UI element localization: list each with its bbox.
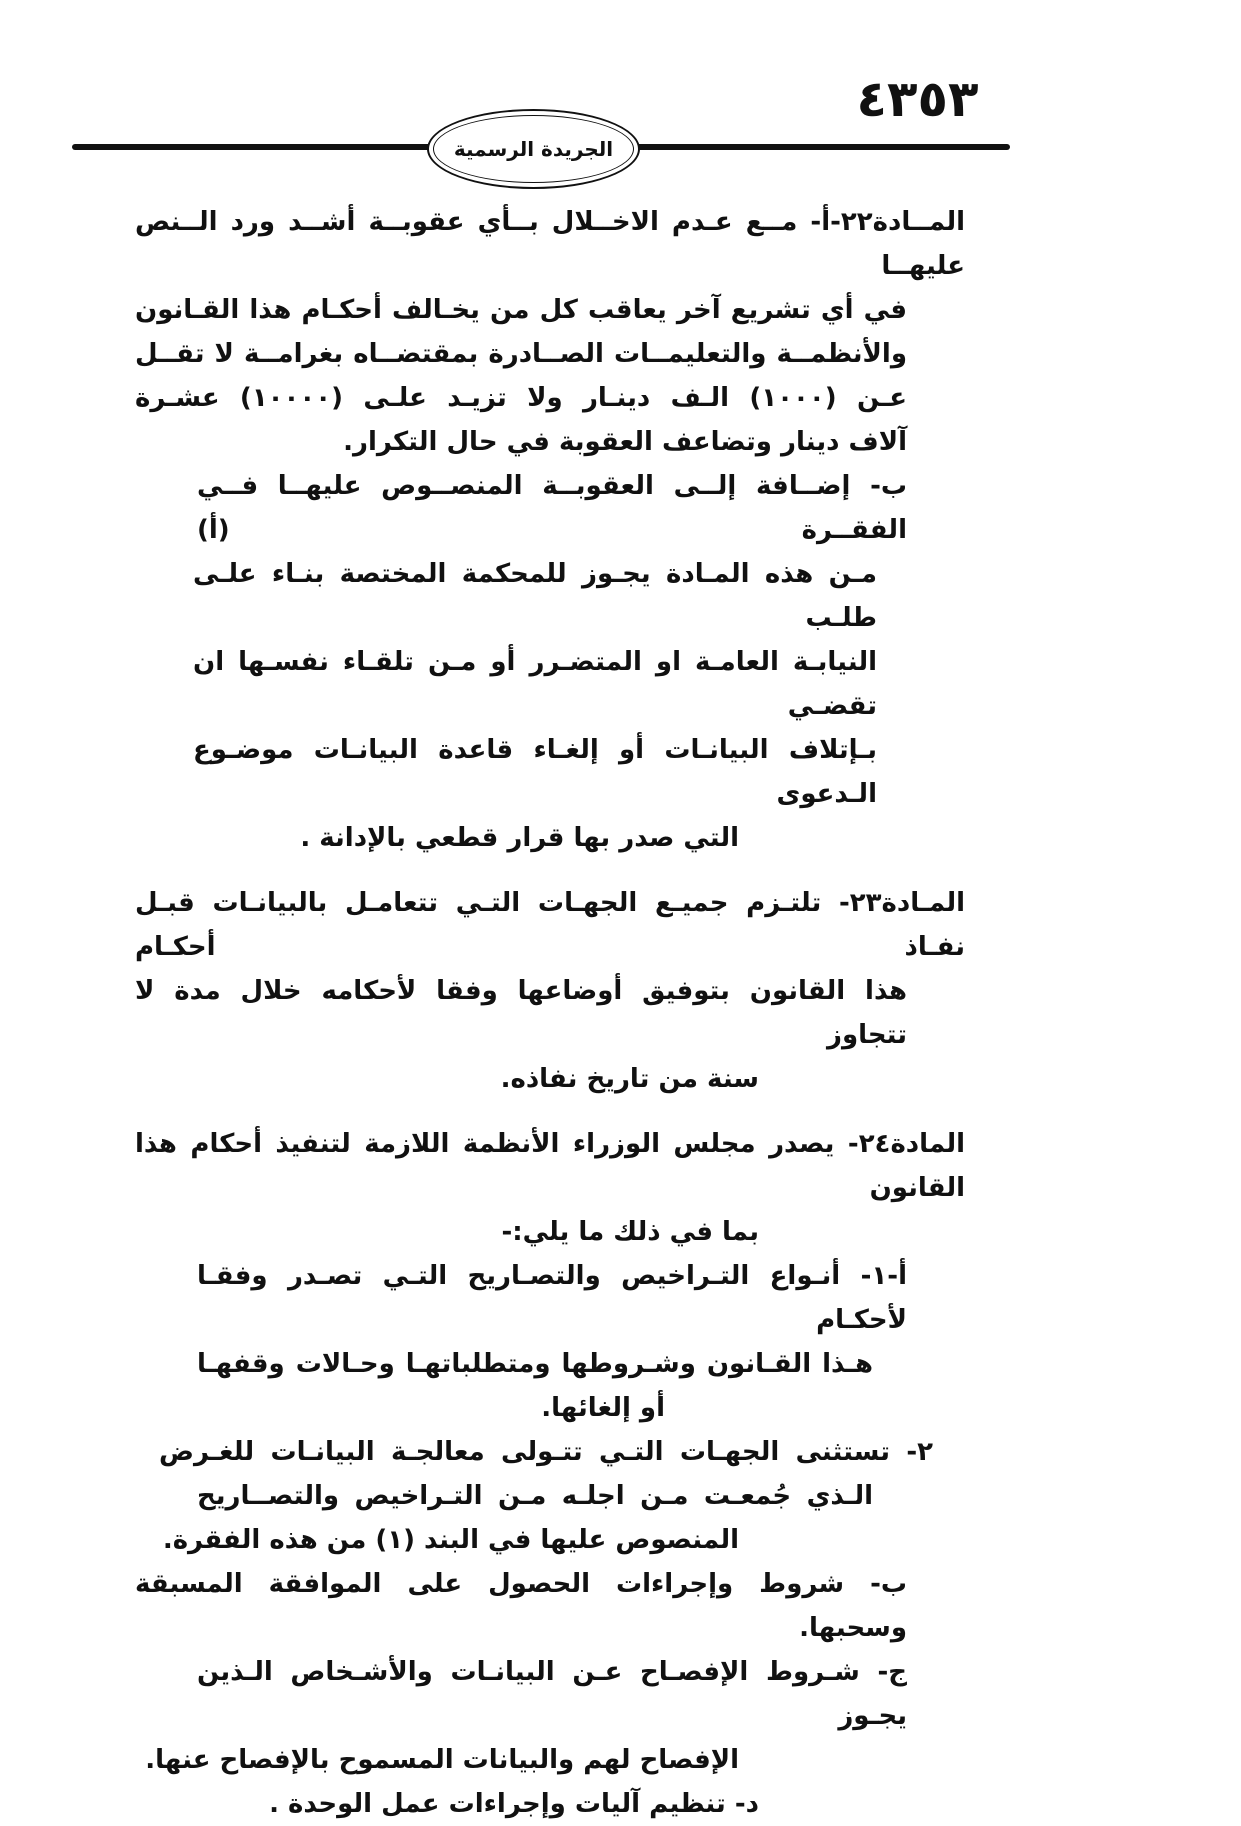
article-24 bbox=[135, 1122, 965, 1826]
gazette-title: الجريدة الرسمية bbox=[453, 137, 614, 161]
text-line: الإفصاح لهم والبيانات المسموح بالإفصاح عنها. bbox=[145, 1745, 739, 1775]
text-line: في أي تشريع آخر يعاقب كل من يخـالف أحكـام هذا القـانون bbox=[135, 295, 907, 325]
text-line: آلاف دينار وتضاعف العقوبة في حال التكرار. bbox=[343, 427, 907, 457]
text-line: النيابـة العامـة او المتضـرر أو مـن تلقـاء نفسـها ان تقضـي bbox=[193, 647, 877, 721]
text-line: ب- شروط وإجراءات الحصول على الموافقة المسبقة وسحبها. bbox=[135, 1569, 907, 1643]
text-line: أ-١- أنـواع التـراخيص والتصـاريح التـي تصـدر وفقـا لأحكـام bbox=[197, 1261, 907, 1335]
text-line: ب- إضــافة إلــى العقوبــة المنصــوص عليهــا فــي الفقــرة (أ) bbox=[197, 471, 907, 545]
text-line: د- تنظيم آليات وإجراءات عمل الوحدة . bbox=[269, 1789, 759, 1819]
text-line: المـادة٢٣- تلتـزم جميـع الجهـات التـي تتعامـل بالبيانـات قبـل نفـاذ أحكـام bbox=[135, 888, 965, 962]
text-line: بما في ذلك ما يلي:- bbox=[501, 1217, 759, 1247]
article-22 bbox=[135, 200, 965, 860]
text-line: المــادة٢٢-أ- مــع عـدم الاخــلال بــأي عقوبــة أشــد ورد الــنص عليهــا bbox=[135, 207, 965, 281]
text-line: المنصوص عليها في البند (١) من هذه الفقرة. bbox=[162, 1525, 739, 1555]
text-line: مـن هذه المـادة يجـوز للمحكمة المختصة بنـاء علـى طلـب bbox=[193, 559, 877, 633]
text-line: ٢- تستثنى الجهـات التـي تتـولى معالجـة البيانـات للغـرض bbox=[159, 1437, 933, 1467]
text-line: التي صدر بها قرار قطعي بالإدانة . bbox=[300, 823, 739, 853]
page-number: ٤٣٥٣ bbox=[856, 70, 979, 128]
text-line: الـذي جُمعـت مـن اجلـه مـن التـراخيص والتصــاريح bbox=[197, 1481, 873, 1511]
text-line: والأنظمــة والتعليمــات الصــادرة بمقتضــاه بغرامــة لا تقــل bbox=[135, 339, 907, 369]
document-body bbox=[135, 200, 965, 1826]
text-line: بـإتلاف البيانـات أو إلغـاء قاعدة البيانـات موضـوع الـدعوى bbox=[193, 735, 877, 809]
gazette-title-badge bbox=[427, 109, 640, 189]
text-line: أو إلغائها. bbox=[541, 1393, 665, 1423]
article-23 bbox=[135, 881, 965, 1101]
text-line: عـن (١٠٠٠) الـف دينـار ولا تزيـد علـى (١٠٠٠٠) عشـرة bbox=[135, 383, 907, 413]
text-line: هـذا القـانون وشـروطها ومتطلباتهـا وحـالات وقفهـا bbox=[197, 1349, 873, 1379]
text-line: المادة٢٤- يصدر مجلس الوزراء الأنظمة اللازمة لتنفيذ أحكام هذا القانون bbox=[135, 1129, 965, 1203]
text-line: هذا القانون بتوفيق أوضاعها وفقا لأحكامه خلال مدة لا تتجاوز bbox=[135, 976, 907, 1050]
text-line: ج- شـروط الإفصـاح عـن البيانـات والأشـخاص الـذين يجـوز bbox=[197, 1657, 907, 1731]
text-line: سنة من تاريخ نفاذه. bbox=[500, 1064, 759, 1094]
